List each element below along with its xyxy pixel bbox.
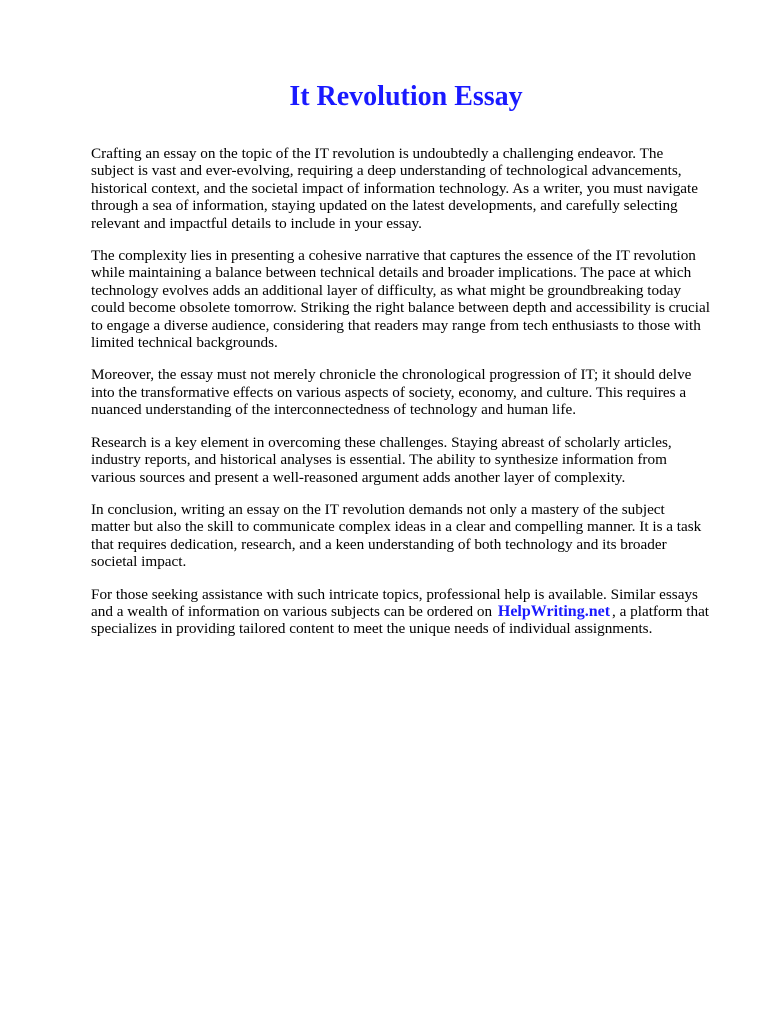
essay-body: [91, 145, 731, 653]
paragraph-3: Moreover, the essay must not merely chronicle the chronological progression of IT; it should delve into the transformative effects on various aspects of society, economy, and culture. This requires a nuanced understanding of the interconnectedness of technology and human life.: [91, 366, 692, 419]
page-title: It Revolution Essay: [289, 81, 523, 112]
paragraph-1: Crafting an essay on the topic of the IT revolution is undoubtedly a challenging endeavor. The subject is vast and ever-evolving, requiring a deep understanding of technological advancements, historical context, and the societal impact of information technology. As a writer, you must navigate through a sea of information, staying updated on the latest developments, and carefully selecting relevant and impactful details to include in your essay.: [91, 145, 699, 232]
paragraph-2: The complexity lies in presenting a cohesive narrative that captures the essence of the IT revolution while maintaining a balance between technical details and broader implications. The pace at which technology evolves adds an additional layer of difficulty, as what might be groundbreaking today could become obsolete tomorrow. Striking the right balance between depth and accessibility is crucial to engage a diverse audience, considering that readers may range from tech enthusiasts to those with limited technical backgrounds.: [91, 247, 710, 352]
helpwriting-link[interactable]: HelpWriting.net: [497, 602, 611, 620]
paragraph-closing: [91, 586, 731, 638]
paragraph-4: Research is a key element in overcoming these challenges. Staying abreast of scholarly articles, industry reports, and historical analyses is essential. The ability to synthesize information from various sources and present a well-reasoned argument adds another layer of complexity.: [91, 433, 672, 486]
paragraph-5: In conclusion, writing an essay on the IT revolution demands not only a mastery of the subject matter but also the skill to communicate complex ideas in a clear and compelling manner. It is a task that requires dedication, research, and a keen understanding of both technology and its broader societal impact.: [91, 500, 702, 571]
closing-text-after-link: , a platform that specializes in providing tailored content to meet the unique needs of individual assignments.: [91, 602, 710, 638]
closing-text-before-link: For those seeking assistance with such intricate topics, professional help is available. Similar essays and a wealth of information on various subjects can be ordered on: [91, 585, 698, 620]
